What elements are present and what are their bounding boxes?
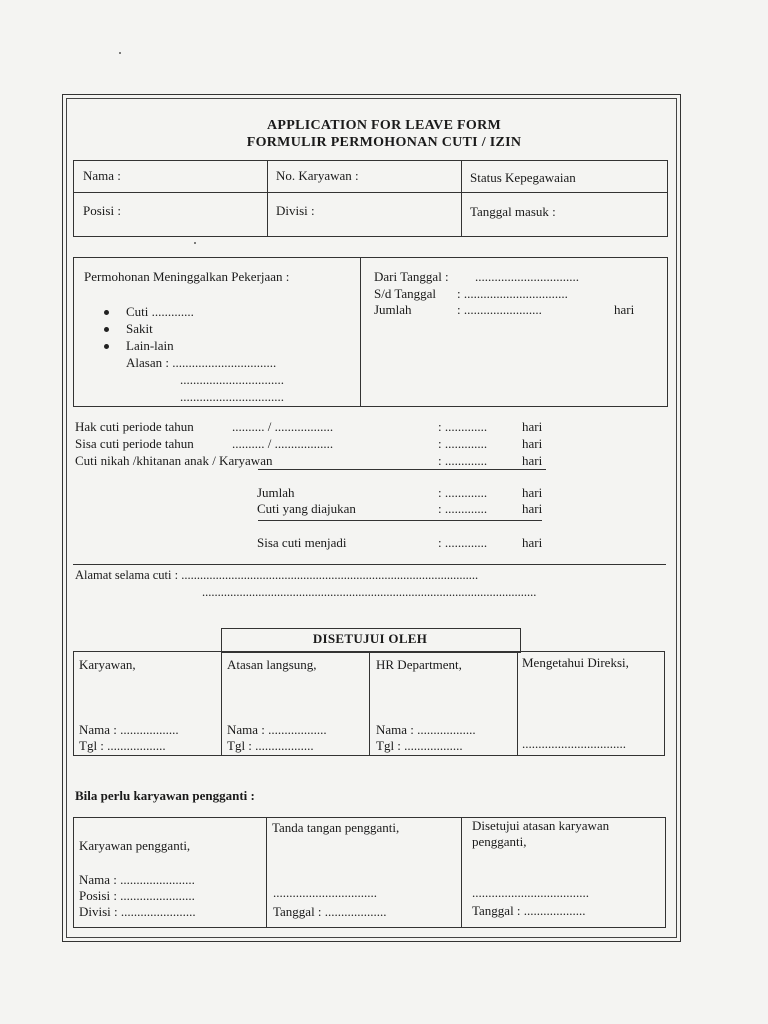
sisa-cuti-label: Sisa cuti periode tahun [75,436,194,451]
divisi-field[interactable]: Divisi : [276,203,315,218]
dari-tanggal-label: Dari Tanggal : [374,269,449,284]
sisa-menjadi-label: Sisa cuti menjadi [257,535,347,550]
sum-line [258,469,546,470]
request-heading: Permohonan Meninggalkan Pekerjaan : [84,269,290,284]
scan-speck [119,52,121,54]
tanggal-masuk-field[interactable]: Tanggal masuk : [470,204,556,219]
sd-tanggal-label: S/d Tanggal [374,286,437,301]
divider [461,160,462,236]
hak-cuti-period-field[interactable]: .......... / .................. [232,419,334,434]
status-kepegawaian-field[interactable]: Status Kepegawaian [470,170,576,185]
employee-info-table [73,160,668,237]
atasan-nama-field[interactable]: Nama : .................. [227,722,327,737]
jumlah-total-value[interactable]: : ............. [438,485,488,500]
alamat-line-2[interactable]: ........................................................................................................... [202,585,537,599]
pengganti-posisi-field[interactable]: Posisi : ....................... [79,888,195,903]
unit-hari: hari [522,419,543,434]
alasan-line-2[interactable]: ................................ [180,372,284,387]
unit-hari: hari [522,436,543,451]
karyawan-pengganti-label: Karyawan pengganti, [79,838,191,853]
unit-hari: hari [522,535,543,550]
no-karyawan-field[interactable]: No. Karyawan : [276,168,359,183]
bullet-icon [104,310,109,315]
sisa-menjadi-value[interactable]: : ............. [438,535,488,550]
divider [461,817,462,927]
option-cuti[interactable]: Cuti ............. [126,304,194,319]
karyawan-nama-field[interactable]: Nama : .................. [79,722,179,737]
divider [360,257,361,406]
cuti-diajukan-value[interactable]: : ............. [438,501,488,516]
cuti-nikah-value[interactable]: : ............. [438,453,488,468]
posisi-field[interactable]: Posisi : [83,203,121,218]
divider [517,651,518,755]
divider [73,192,667,193]
replacement-heading: Bila perlu karyawan pengganti : [75,788,255,803]
hak-cuti-label: Hak cuti periode tahun [75,419,194,434]
hr-tgl-field[interactable]: Tgl : .................. [376,738,463,753]
sisa-cuti-period-field[interactable]: .......... / .................. [232,436,334,451]
nama-field[interactable]: Nama : [83,168,121,183]
approval-heading: DISETUJUI OLEH [312,631,428,646]
pengganti-tanggal-field[interactable]: Tanggal : ................... [273,904,387,919]
sisa-cuti-value[interactable]: : ............. [438,436,488,451]
cuti-nikah-label: Cuti nikah /khitanan anak / Karyawan [75,453,273,468]
karyawan-tgl-field[interactable]: Tgl : .................. [79,738,166,753]
option-lain-lain[interactable]: Lain-lain [126,338,174,353]
atasan-label: Atasan langsung, [227,657,317,672]
alamat-field[interactable]: Alamat selama cuti : ............................................................................................... [75,568,479,582]
disetujui-atasan-label-2: pengganti, [472,834,527,849]
pengganti-nama-field[interactable]: Nama : ....................... [79,872,195,887]
jumlah-label: Jumlah [374,302,412,317]
form-title-english: APPLICATION FOR LEAVE FORM [266,118,501,133]
direksi-label: Mengetahui Direksi, [522,655,629,670]
unit-hari: hari [522,453,543,468]
cuti-diajukan-label: Cuti yang diajukan [257,501,356,516]
sd-tanggal-field[interactable]: : ................................ [457,286,568,301]
pengganti-divisi-field[interactable]: Divisi : ....................... [79,904,196,919]
hr-nama-field[interactable]: Nama : .................. [376,722,476,737]
scan-speck [194,242,196,244]
pengganti-signature-line[interactable]: ................................ [273,885,377,900]
dari-tanggal-field[interactable]: ................................ [475,269,579,284]
divider [267,160,268,236]
disetujui-atasan-label: Disetujui atasan karyawan [472,818,610,833]
jumlah-unit: hari [614,302,635,317]
direksi-signature-line[interactable]: ................................ [522,736,626,751]
bullet-icon [104,327,109,332]
sum-line [258,520,542,521]
unit-hari: hari [522,501,543,516]
atasan-signature-line[interactable]: .................................... [472,885,589,900]
section-divider [73,564,666,565]
jumlah-total-label: Jumlah [257,485,295,500]
divider [369,651,370,755]
atasan-tanggal-field[interactable]: Tanggal : ................... [472,903,586,918]
option-sakit[interactable]: Sakit [126,321,153,336]
unit-hari: hari [522,485,543,500]
bullet-icon [104,344,109,349]
atasan-tgl-field[interactable]: Tgl : .................. [227,738,314,753]
form-title-indonesian: FORMULIR PERMOHONAN CUTI / IZIN [246,135,522,150]
alasan-line-3[interactable]: ................................ [180,389,284,404]
karyawan-label: Karyawan, [79,657,136,672]
jumlah-field[interactable]: : ........................ [457,302,542,317]
tanda-tangan-label: Tanda tangan pengganti, [272,820,400,835]
hr-label: HR Department, [376,657,462,672]
divider [221,651,222,755]
hak-cuti-value[interactable]: : ............. [438,419,488,434]
divider [266,817,267,927]
alasan-field[interactable]: Alasan : ................................ [126,355,277,370]
